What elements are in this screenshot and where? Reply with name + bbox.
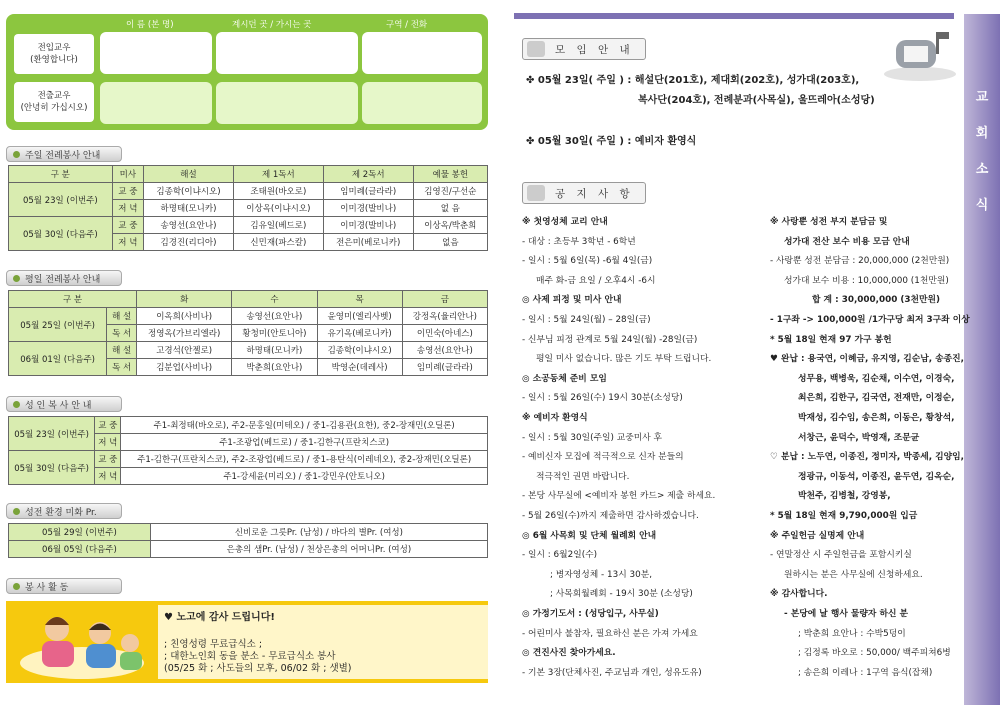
in-place-cell: [216, 32, 358, 74]
notice-line: ※ 사랑뿐 성전 부지 분담금 및: [770, 217, 888, 227]
table-cell: 은총의 샘Pr. (남성) / 천상은총의 어머니Pr. (여성): [150, 541, 487, 558]
table-row: [9, 217, 488, 234]
in-name-cell: [100, 32, 212, 74]
notice-section-header: 공 지 사 항: [522, 182, 646, 204]
visitor-box: [6, 14, 488, 130]
table-cell: 제 1독서: [233, 166, 323, 183]
table-cell: 이미경(발비나): [323, 200, 413, 217]
table-header-row: [9, 166, 488, 183]
table-cell: 김영진/구선순: [413, 183, 487, 200]
out-label: 전출교우 (안녕히 가십시오): [14, 82, 94, 122]
service-line1: ; 친영성령 무료급식소 ;: [164, 639, 263, 650]
table-cell: 05월 25일 (이번주): [9, 308, 107, 342]
notice-line: ♥ 완납 : 용국연, 이혜금, 유지영, 김순남, 송종진,: [770, 354, 965, 365]
table-cell: 06월 01일 (다음주): [9, 342, 107, 376]
table-row: [9, 183, 488, 200]
notice-line: * 5월 18일 현재 97 가구 봉헌: [770, 334, 892, 345]
notice-line: ; 김정록 바오로 : 50,000/ 백주피쳐6병: [798, 648, 951, 659]
table-cell: 신민재(파스칼): [233, 234, 323, 251]
notice-line: - 사랑뿐 성전 분담금 : 20,000,000 (2천만원): [770, 256, 950, 267]
table-row: [9, 308, 488, 325]
out-name-cell: [100, 82, 212, 124]
notice-line: - 일시 : 5월 24일(월) – 28일(금): [522, 315, 651, 325]
notice-line: - 예비신자 모집에 적극적으로 신자 분들의: [522, 452, 684, 463]
notice-line: ※ 감사합니다.: [770, 589, 828, 600]
notice-line: ; 사목회월례회 - 19시 30분 (소성당): [550, 589, 693, 600]
table-cell: 신비로운 그릇Pr. (남성) / 바다의 별Pr. (여성): [150, 524, 487, 541]
table-cell: 강정옥(율리안나): [402, 308, 487, 325]
notice-line: - 일시 : 5월 26일(수) 19시 30분(소성당): [522, 393, 683, 404]
table-cell: 목: [317, 291, 402, 308]
table-cell: 05월 23일 (이번주): [9, 417, 95, 451]
table-row: [9, 524, 488, 541]
notice-line: ♡ 분납 : 노두연, 이종진, 정미자, 박종세, 김양임,: [770, 452, 965, 463]
bullet-icon: [13, 151, 20, 158]
table-cell: 구 분: [9, 291, 137, 308]
meeting-line3: ✤ 05월 30일( 주일 ) : 예비자 환영식: [526, 136, 697, 147]
table-cell: 김경진(리디아): [144, 234, 234, 251]
header-place: 계시던 곳 / 가시는 곳: [232, 20, 312, 30]
table-cell: 윤영미(엘리사벳): [317, 308, 402, 325]
table-cell: 하명태(모니카): [232, 342, 317, 359]
notice-line: 박재성, 김수임, 송은희, 이동은, 황창석,: [798, 413, 955, 423]
table-cell: 독 서: [107, 325, 137, 342]
notice-line: ; 송은희 이레나 : 1구역 음식(잡채): [798, 667, 933, 678]
table-cell: 김종학(이냐시오): [144, 183, 234, 200]
table-cell: 김분업(사비나): [137, 359, 232, 376]
notice-line: - 연말정산 시 주일헌금을 포함시키실: [770, 550, 912, 561]
bullet-icon: [13, 508, 20, 515]
table-cell: 임미례(글라라): [323, 183, 413, 200]
vbar-char: 교: [975, 90, 989, 105]
header-contact: 구역 / 전화: [386, 20, 428, 30]
notice-line: - 어린미사 불참자, 필요하신 분은 가져 가세요: [522, 628, 698, 639]
table-cell: 고경석(안젤로): [137, 342, 232, 359]
volunteers-illustration-icon: [12, 603, 152, 681]
service-banner: [6, 601, 488, 683]
bullet-icon: [13, 583, 20, 590]
notice-line: ◎ 가정기도서 : (성당입구, 사무실): [522, 609, 659, 619]
table-cell: 주1-최정태(바오로), 주2-문홍일(미테오) / 중1-김용관(요한), 중2-장재민(오딜론): [121, 417, 488, 434]
service-line2: ; 대한노인회 동을 분소 - 무료급식소 봉사: [164, 651, 336, 662]
notice-line: 최은희, 김한구, 김국연, 전재만, 이정순,: [798, 393, 955, 404]
table-cell: 저 녁: [112, 234, 143, 251]
table-cell: 05월 29일 (이번주): [9, 524, 151, 541]
table-cell: 박춘희(요안나): [232, 359, 317, 376]
notice-line: 성무용, 백병욱, 김순채, 이수연, 이경숙,: [798, 373, 955, 384]
notice-line: - 본당 사무실에 <예비자 봉헌 카드> 제출 하세요.: [522, 491, 716, 502]
notice-line: 성가대 보수 비용 : 10,000,000 (1천만원): [784, 275, 949, 286]
notice-line: ※ 주일헌금 실명제 안내: [770, 530, 865, 541]
table-row: [9, 451, 488, 468]
weekday-section-header: 평일 전례봉사 안내: [6, 270, 122, 286]
in-label: 전입교우 (환영합니다): [14, 34, 94, 74]
env-table: [8, 523, 488, 558]
notice-line: - 일시 : 5월 30일(주일) 교중미사 후: [522, 432, 663, 443]
mailbox-icon: [880, 26, 960, 84]
table-cell: 송영선(요안나): [144, 217, 234, 234]
table-cell: 교 중: [95, 417, 121, 434]
bullet-icon: [13, 401, 20, 408]
notice-line: ※ 예비자 환영식: [522, 413, 588, 423]
table-row: [9, 342, 488, 359]
notice-line: ◎ 소공동체 준비 모임: [522, 373, 607, 384]
service-thanks: ♥ 노고에 감사 드립니다!: [164, 612, 275, 623]
notice-line: - 5월 26일(수)까지 제출하면 감사하겠습니다.: [522, 511, 699, 521]
right-page: [508, 0, 1000, 705]
table-cell: 송영선(요안나): [232, 308, 317, 325]
table-cell: 송영선(요안나): [402, 342, 487, 359]
meeting-line1: ✤ 05월 23일( 주일 ) : 해설단(201호), 제대회(202호), 성가대(203호),: [526, 75, 860, 86]
table-cell: 하명태(모니카): [144, 200, 234, 217]
table-header-row: [9, 291, 488, 308]
vbar-char: 식: [975, 198, 989, 213]
notice-line: - 본당에 날 행사 물량자 하신 분: [784, 609, 909, 619]
notice-line: 성가대 전산 보수 비용 모금 안내: [784, 236, 910, 247]
sunday-section-header: 주일 전례봉사 안내: [6, 146, 122, 162]
env-section-header: 성전 환경 미화 Pr.: [6, 503, 122, 519]
table-cell: 해 설: [107, 342, 137, 359]
in-contact-cell: [362, 32, 482, 74]
table-cell: 05월 30일 (다음주): [9, 217, 113, 251]
notice-line: 원하시는 분은 사무실에 신청하세요.: [784, 569, 923, 580]
table-cell: 조태원(바오로): [233, 183, 323, 200]
adult-section-header: 성 인 복 사 안 내: [6, 396, 122, 412]
notice-line: 평일 미사 없습니다. 많은 기도 부탁 드립니다.: [536, 354, 712, 365]
vbar-char: 회: [975, 126, 989, 141]
table-cell: 구 분: [9, 166, 113, 183]
notice-line: * 5월 18일 현재 9,790,000원 입금: [770, 511, 918, 521]
notice-line: ◎ 견진사진 찾아가세요.: [522, 648, 616, 659]
notice-line: - 대상 : 초등부 3학년 - 6학년: [522, 236, 636, 247]
table-cell: 김유일(베드로): [233, 217, 323, 234]
table-cell: 황청미(안토니아): [232, 325, 317, 342]
notice-line: - 일시 : 6월2일(수): [522, 550, 598, 561]
notice-line: ◎ 사제 피정 및 미사 안내: [522, 295, 622, 306]
table-cell: 없음: [413, 234, 487, 251]
weekday-table: [8, 290, 488, 376]
sunday-table: [8, 165, 488, 251]
notice-line: 매주 화-금 요일 / 오후4시 -6시: [536, 275, 656, 286]
service-section-header: 봉 사 활 동: [6, 578, 122, 594]
vertical-title-bar: [964, 14, 1000, 705]
table-cell: 유기옥(베로니카): [317, 325, 402, 342]
table-cell: 이상옥/박춘희: [413, 217, 487, 234]
table-cell: 주1-김한구(프란치스코), 주2-조광업(베드로) / 중1-용탄식(이레네오), 중2-장재민(오딜론): [121, 451, 488, 468]
table-cell: 김종학(이냐시오): [317, 342, 402, 359]
table-cell: 없 음: [413, 200, 487, 217]
table-cell: 예물 봉헌: [413, 166, 487, 183]
notice-line: - 기본 3장(단체사진, 주교님과 개인, 성유도유): [522, 667, 702, 678]
table-cell: 해설: [144, 166, 234, 183]
table-cell: 제 2독서: [323, 166, 413, 183]
notice-line: 서창근, 윤덕수, 박영재, 조문균: [798, 432, 920, 443]
table-cell: 수: [232, 291, 317, 308]
notice-line: 적극적인 권면 바랍니다.: [536, 471, 630, 482]
table-cell: 해 설: [107, 308, 137, 325]
service-text-box: [158, 605, 488, 679]
out-place-cell: [216, 82, 358, 124]
table-cell: 06월 05일 (다음주): [9, 541, 151, 558]
notice-line: 박천주, 김병철, 강영봉,: [798, 491, 891, 502]
table-cell: 이옥희(사비나): [137, 308, 232, 325]
notice-line: ; 박춘희 요안나 : 수박5덩이: [798, 628, 906, 639]
table-cell: 05월 23일 (이번주): [9, 183, 113, 217]
table-cell: 교 중: [95, 451, 121, 468]
top-rule: [514, 13, 954, 19]
notice-line: ◎ 6월 사목회 및 단체 월례회 안내: [522, 530, 657, 541]
table-cell: 독 서: [107, 359, 137, 376]
table-cell: 정영옥(가브리엘라): [137, 325, 232, 342]
notice-line: - 일시 : 5월 6일(목) -6월 4일(금): [522, 256, 653, 267]
table-cell: 주1-조광업(베드로) / 중1-김한구(프란치스코): [121, 434, 488, 451]
table-cell: 주1-강세윤(미리오) / 중1-강민우(안토니오): [121, 468, 488, 485]
notice-line: - 1구좌 -> 100,000원 /1가구당 최저 3구좌 이상: [770, 315, 970, 325]
table-cell: 교 중: [112, 183, 143, 200]
notice-line: 합 계 : 30,000,000 (3천만원): [812, 295, 941, 306]
meeting-section-header: 모 임 안 내: [522, 38, 646, 60]
table-cell: 이미경(발비나): [323, 217, 413, 234]
left-page: [0, 0, 490, 705]
notice-line: ; 병자영성체 - 13시 30분,: [550, 569, 652, 580]
meeting-line2: 복사단(204호), 전례분과(사목실), 울뜨레아(소성당): [638, 95, 875, 106]
table-cell: 미사: [112, 166, 143, 183]
table-row: [9, 541, 488, 558]
speaker-icon: [527, 41, 545, 57]
table-cell: 박영순(데레사): [317, 359, 402, 376]
notice-line: 정광규, 이동석, 이종진, 윤두연, 김옥순,: [798, 471, 955, 482]
table-cell: 화: [137, 291, 232, 308]
table-row: [9, 417, 488, 434]
table-cell: 임미례(글라라): [402, 359, 487, 376]
vbar-char: 소: [975, 162, 989, 177]
table-cell: 저 녁: [95, 434, 121, 451]
speaker-icon: [527, 185, 545, 201]
table-cell: 이상옥(이냐시오): [233, 200, 323, 217]
notice-line: ※ 첫영성체 교리 안내: [522, 217, 608, 227]
table-cell: 교 중: [112, 217, 143, 234]
table-cell: 저 녁: [95, 468, 121, 485]
table-cell: 전은미(베로니카): [323, 234, 413, 251]
table-cell: 이민숙(아네스): [402, 325, 487, 342]
bullet-icon: [13, 275, 20, 282]
service-line3: (05/25 화 ; 사도들의 모후, 06/02 화 ; 샛별): [164, 663, 352, 674]
table-cell: 05월 30일 (다음주): [9, 451, 95, 485]
notice-line: - 신부님 피정 관계로 5월 24일(월) -28일(금): [522, 334, 698, 345]
table-cell: 저 녁: [112, 200, 143, 217]
adult-table: [8, 416, 488, 485]
out-contact-cell: [362, 82, 482, 124]
header-name: 이 름 (본 명): [126, 20, 174, 30]
table-cell: 금: [402, 291, 487, 308]
